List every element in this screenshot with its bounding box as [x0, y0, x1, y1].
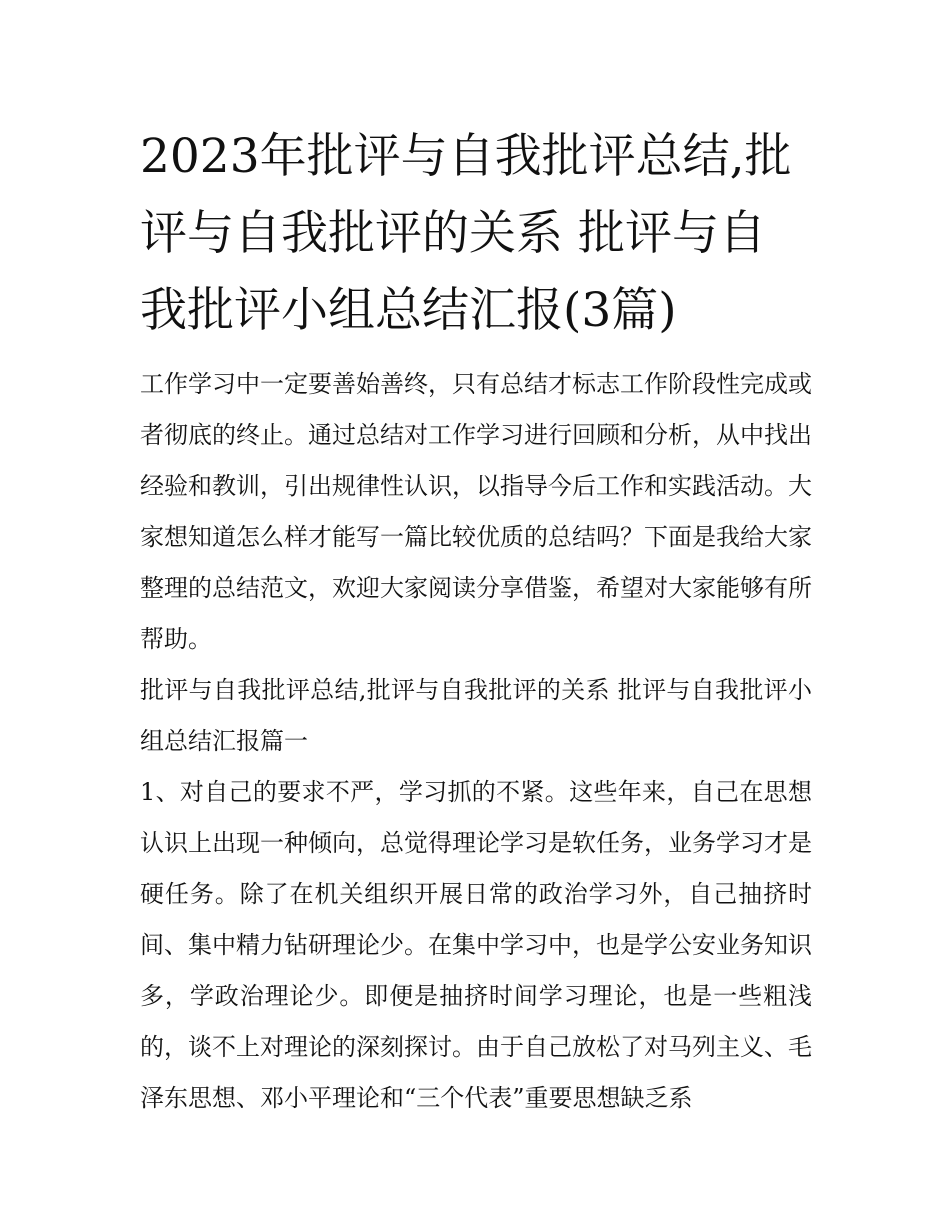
- section-heading: 批评与自我批评总结,批评与自我批评的关系 批评与自我批评小组总结汇报篇一: [140, 676, 812, 755]
- intro-paragraph: 工作学习中一定要善始善终，只有总结才标志工作阶段性完成或者彻底的终止。通过总结对工作学习进行回顾和分析，从中找出经验和教训，引出规律性认识，以指导今后工作和实践活动。大家想知道怎么样才能写一篇比较优质的总结吗？下面是我给大家整理的总结范文，欢迎大家阅读分享借鉴，希望对大家能够有所帮助。: [140, 370, 812, 653]
- document-title: 2023年批评与自我批评总结,批评与自我批评的关系 批评与自我批评小组总结汇报(3篇): [140, 129, 792, 338]
- body-paragraph: 1、对自己的要求不严，学习抓的不紧。这些年来，自己在思想认识上出现一种倾向，总觉得理论学习是软任务，业务学习才是硬任务。除了在机关组织开展日常的政治学习外，自己抽挤时间、集中精力钻研理论少。在集中学习中，也是学公安业务知识多，学政治理论少。即便是抽挤时间学习理论，也是一些粗浅的，谈不上对理论的深刻探讨。由于自己放松了对马列主义、毛泽东思想、邓小平理论和“三个代表”重要思想缺乏系: [140, 778, 812, 1112]
- document-page: [140, 118, 812, 1124]
